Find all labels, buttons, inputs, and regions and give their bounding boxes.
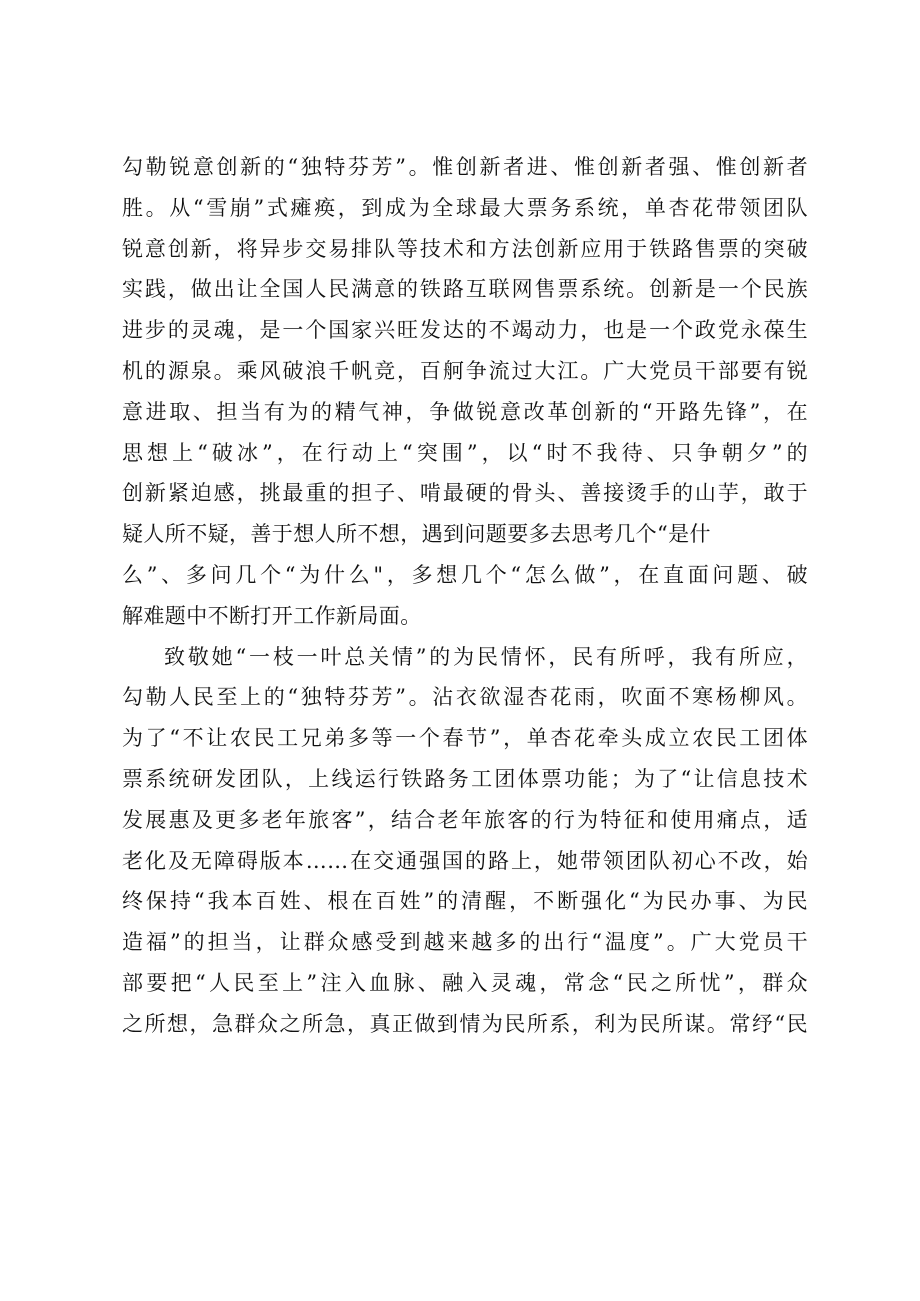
- text-line: 疑人所不疑，善于想人所不想，遇到问题要多去思考几个“是什: [122, 522, 711, 547]
- document-body: [122, 147, 808, 1045]
- text-line: 部要把“人民至上”注入血脉、融入灵魂，常念“民之所忧”，群众: [122, 970, 808, 995]
- text-line: 终保持“我本百姓、根在百姓”的清醒，不断强化“为民办事、为民: [122, 889, 808, 914]
- text-line: 锐意创新，将异步交易排队等技术和方法创新应用于铁路售票的突破: [122, 236, 808, 261]
- text-line: 发展惠及更多老年旅客”，结合老年旅客的行为特征和使用痛点，适: [122, 807, 808, 832]
- text-line: 么”、多问几个“为什么"，多想几个“怎么做”，在直面问题、破: [122, 562, 808, 587]
- text-line: 解难题中不断打开工作新局面。: [122, 603, 422, 628]
- text-line: 实践，做出让全国人民满意的铁路互联网售票系统。创新是一个民族: [122, 277, 808, 302]
- text-line: 意进取、担当有为的精气神，争做锐意改革创新的“开路先锋”，在: [122, 399, 808, 424]
- text-line: 老化及无障碍版本……在交通强国的路上，她带领团队初心不改，始: [122, 848, 808, 873]
- text-line: 为了“不让农民工兄弟多等一个春节”，单杏花牵头成立农民工团体: [122, 726, 808, 751]
- text-line: 造福”的担当，让群众感受到越来越多的出行“温度”。广大党员干: [122, 930, 808, 955]
- text-line: 勾勒人民至上的“独特芬芳”。沾衣欲湿杏花雨，吹面不寒杨柳风。: [122, 685, 808, 710]
- text-line: 致敬她“一枝一叶总关情”的为民情怀，民有所呼，我有所应，: [164, 644, 808, 669]
- text-line: 胜。从“雪崩”式瘫痪，到成为全球最大票务系统，单杏花带领团队: [122, 195, 808, 220]
- text-line: 思想上“破冰”，在行动上“突围”，以“时不我待、只争朝夕”的: [122, 440, 808, 465]
- text-line: 进步的灵魂，是一个国家兴旺发达的不竭动力，也是一个政党永葆生: [122, 318, 808, 343]
- text-line: 机的源泉。乘风破浪千帆竞，百舸争流过大江。广大党员干部要有锐: [122, 358, 808, 383]
- text-line: 创新紧迫感，挑最重的担子、啃最硬的骨头、善接烫手的山芋，敢于: [122, 481, 808, 506]
- paragraph-people-first: [122, 637, 808, 1045]
- text-line: 勾勒锐意创新的“独特芬芳”。惟创新者进、惟创新者强、惟创新者: [122, 155, 808, 179]
- text-line: 票系统研发团队，上线运行铁路务工团体票功能；为了“让信息技术: [122, 766, 808, 791]
- paragraph-innovation: [122, 147, 808, 637]
- text-line: 之所想，急群众之所急，真正做到情为民所系，利为民所谋。常纾“民: [122, 1011, 808, 1036]
